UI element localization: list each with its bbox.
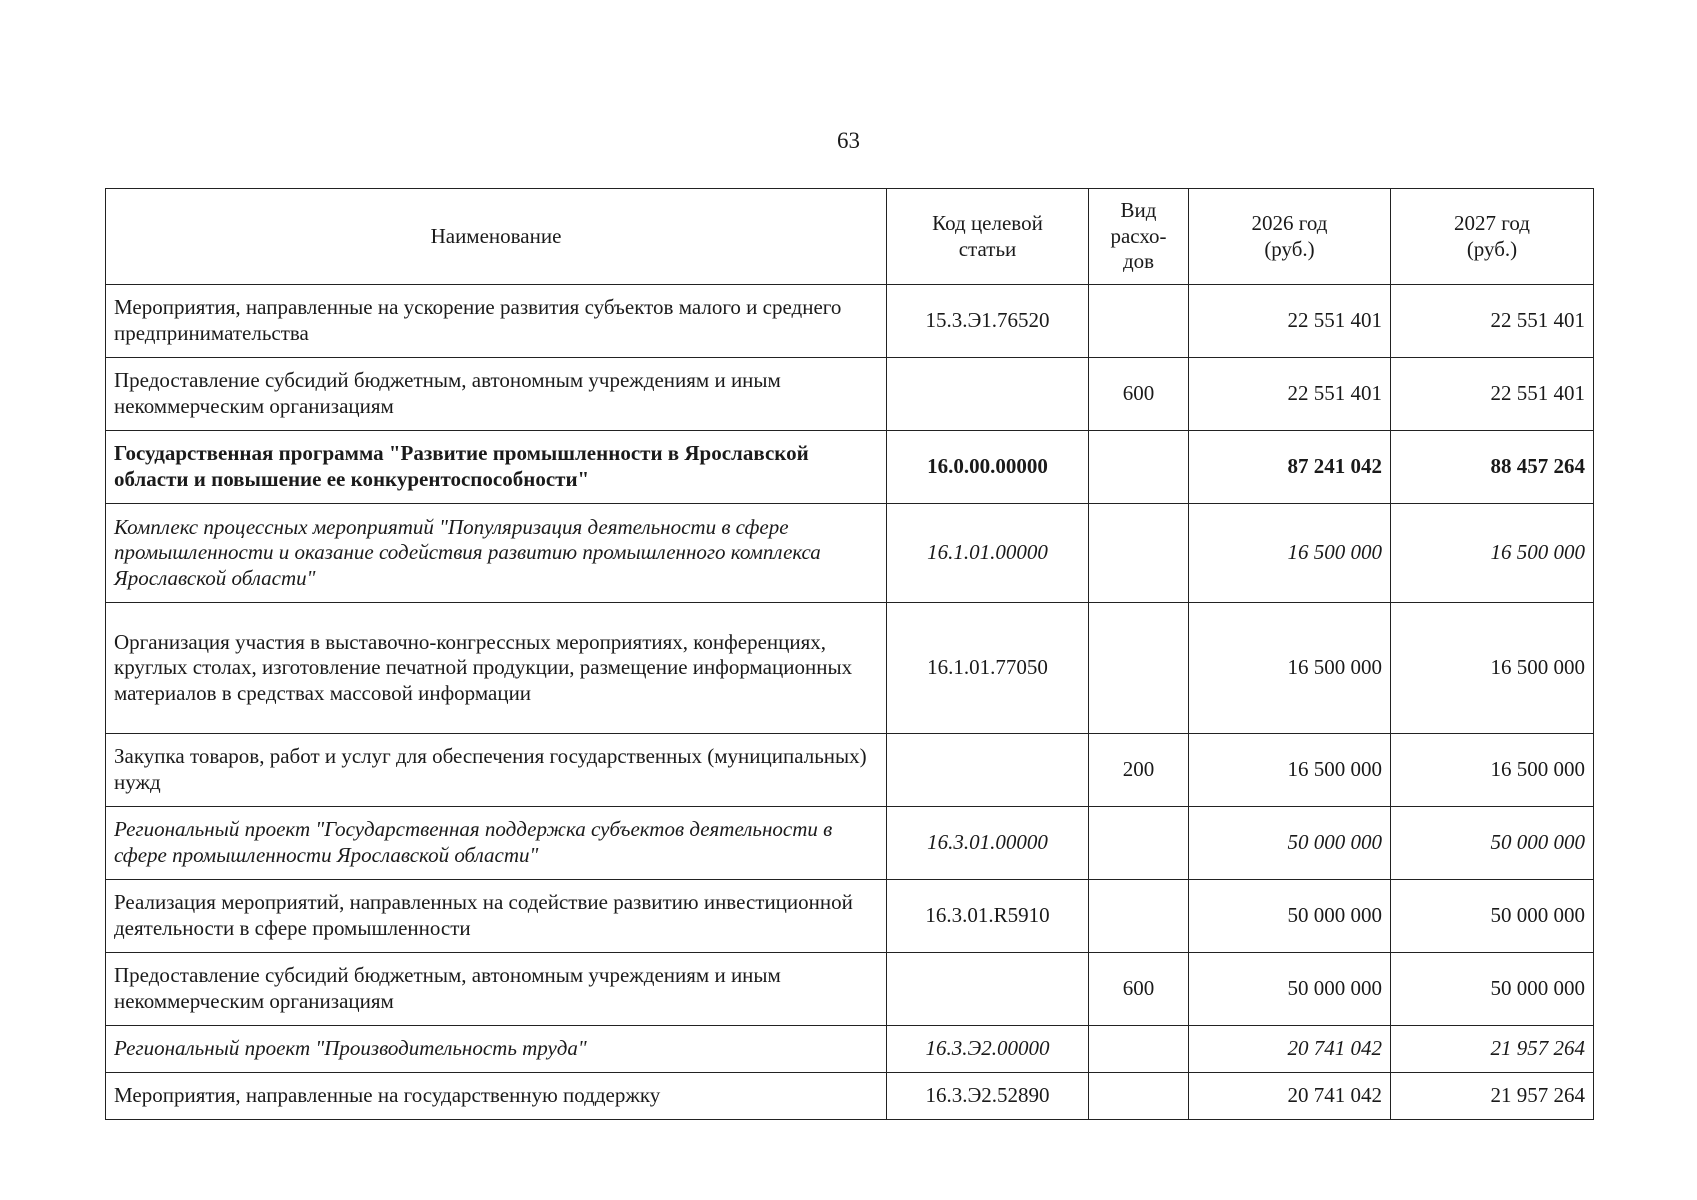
row-code: 16.3.01.R5910 xyxy=(887,880,1089,953)
row-amount-2026: 50 000 000 xyxy=(1189,953,1391,1026)
header-name: Наименование xyxy=(106,189,887,285)
table-row xyxy=(106,603,1594,734)
row-name: Региональный проект "Государственная поддержка субъектов деятельности в сфере промышленности Ярославской области" xyxy=(106,807,887,880)
row-name: Мероприятия, направленные на государственную поддержку xyxy=(106,1073,887,1120)
row-name: Закупка товаров, работ и услуг для обеспечения государственных (муниципальных) нужд xyxy=(106,734,887,807)
row-name: Комплекс процессных мероприятий "Популяризация деятельности в сфере промышленности и оказание содействия развитию промышленного комплекса Ярославской области" xyxy=(106,504,887,603)
page-number: 63 xyxy=(837,128,860,153)
row-amount-2026: 16 500 000 xyxy=(1189,603,1391,734)
row-name: Государственная программа "Развитие промышленности в Ярославской области и повышение ее конкурентоспособности" xyxy=(106,431,887,504)
row-expense-type: 600 xyxy=(1089,358,1189,431)
row-code: 16.1.01.77050 xyxy=(887,603,1089,734)
row-amount-2026: 20 741 042 xyxy=(1189,1073,1391,1120)
table-row xyxy=(106,431,1594,504)
row-amount-2026: 22 551 401 xyxy=(1189,285,1391,358)
row-code: 16.0.00.00000 xyxy=(887,431,1089,504)
table-row xyxy=(106,734,1594,807)
row-amount-2027: 16 500 000 xyxy=(1391,603,1594,734)
row-amount-2027: 88 457 264 xyxy=(1391,431,1594,504)
row-amount-2026: 20 741 042 xyxy=(1189,1026,1391,1073)
header-expense-type: Вид расхо- дов xyxy=(1089,189,1189,285)
row-expense-type: 600 xyxy=(1089,953,1189,1026)
row-name: Предоставление субсидий бюджетным, автономным учреждениям и иным некоммерческим организациям xyxy=(106,953,887,1026)
row-amount-2027: 22 551 401 xyxy=(1391,285,1594,358)
row-amount-2027: 50 000 000 xyxy=(1391,807,1594,880)
header-year-2026: 2026 год (руб.) xyxy=(1189,189,1391,285)
table-row xyxy=(106,880,1594,953)
row-name: Мероприятия, направленные на ускорение развития субъектов малого и среднего предпринимательства xyxy=(106,285,887,358)
row-amount-2027: 50 000 000 xyxy=(1391,953,1594,1026)
row-amount-2027: 16 500 000 xyxy=(1391,734,1594,807)
budget-table xyxy=(105,188,1594,1120)
row-expense-type xyxy=(1089,603,1189,734)
row-expense-type xyxy=(1089,1073,1189,1120)
row-name: Организация участия в выставочно-конгрессных мероприятиях, конференциях, круглых столах, изготовление печатной продукции, размещение информационных материалов в средствах массовой информации xyxy=(106,603,887,734)
table-row xyxy=(106,1026,1594,1073)
row-expense-type xyxy=(1089,880,1189,953)
table-row xyxy=(106,953,1594,1026)
row-amount-2027: 22 551 401 xyxy=(1391,358,1594,431)
row-amount-2026: 22 551 401 xyxy=(1189,358,1391,431)
row-code: 16.1.01.00000 xyxy=(887,504,1089,603)
row-code xyxy=(887,953,1089,1026)
row-amount-2026: 16 500 000 xyxy=(1189,734,1391,807)
table-header-row xyxy=(106,189,1594,285)
row-expense-type xyxy=(1089,1026,1189,1073)
row-amount-2026: 50 000 000 xyxy=(1189,807,1391,880)
row-amount-2027: 21 957 264 xyxy=(1391,1073,1594,1120)
row-code: 16.3.01.00000 xyxy=(887,807,1089,880)
header-year-2027: 2027 год (руб.) xyxy=(1391,189,1594,285)
row-amount-2027: 21 957 264 xyxy=(1391,1026,1594,1073)
header-code: Код целевой статьи xyxy=(887,189,1089,285)
row-code: 15.3.Э1.76520 xyxy=(887,285,1089,358)
row-amount-2026: 50 000 000 xyxy=(1189,880,1391,953)
row-name: Региональный проект "Производительность труда" xyxy=(106,1026,887,1073)
row-amount-2027: 16 500 000 xyxy=(1391,504,1594,603)
row-code xyxy=(887,358,1089,431)
table-row xyxy=(106,504,1594,603)
row-name: Реализация мероприятий, направленных на содействие развитию инвестиционной деятельности в сфере промышленности xyxy=(106,880,887,953)
row-expense-type: 200 xyxy=(1089,734,1189,807)
row-expense-type xyxy=(1089,431,1189,504)
row-expense-type xyxy=(1089,504,1189,603)
table-row xyxy=(106,358,1594,431)
table-row xyxy=(106,807,1594,880)
row-name: Предоставление субсидий бюджетным, автономным учреждениям и иным некоммерческим организациям xyxy=(106,358,887,431)
row-amount-2027: 50 000 000 xyxy=(1391,880,1594,953)
row-code xyxy=(887,734,1089,807)
table-row xyxy=(106,1073,1594,1120)
table-row xyxy=(106,285,1594,358)
row-amount-2026: 16 500 000 xyxy=(1189,504,1391,603)
row-amount-2026: 87 241 042 xyxy=(1189,431,1391,504)
row-code: 16.3.Э2.00000 xyxy=(887,1026,1089,1073)
row-code: 16.3.Э2.52890 xyxy=(887,1073,1089,1120)
row-expense-type xyxy=(1089,807,1189,880)
row-expense-type xyxy=(1089,285,1189,358)
